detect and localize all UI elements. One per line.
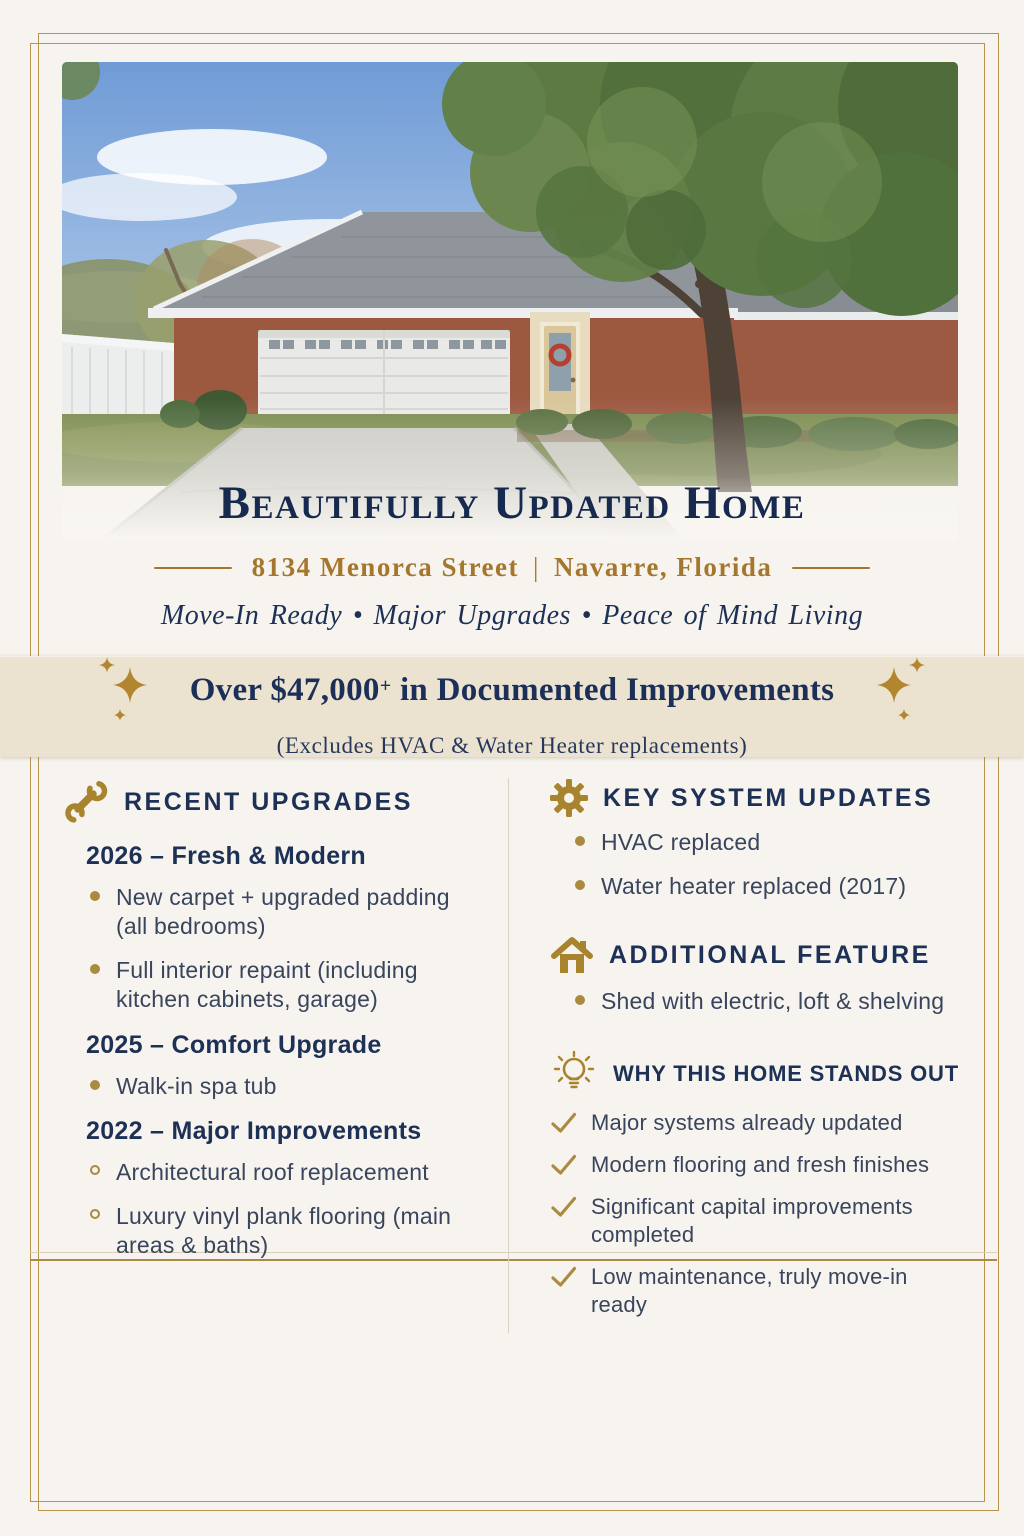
key-updates-column [509,778,962,1333]
bullet-icon [575,995,585,1005]
checkmark-icon [551,1266,577,1288]
sparkles-icon [858,655,930,727]
why-stands-out-header [549,1049,962,1099]
address-right-rule [792,567,870,569]
banner-headline-row [94,655,931,727]
list-item [90,883,488,942]
list-item [90,1072,488,1101]
check-list-item [551,1151,962,1180]
tagline: Move-In Ready • Major Upgrades • Peace of Mind Living [160,600,864,631]
improvements-banner [0,656,1024,757]
item-text: Major systems already updated [591,1110,903,1136]
list-item [90,1158,488,1187]
page-title: Beautifully Updated Home [218,477,806,529]
house-photo [62,62,958,540]
banner-headline [190,672,835,709]
list-item [90,1202,488,1261]
upgrade-group-2026 [62,842,488,1015]
house-icon [549,935,595,977]
item-text: Full interior repaint (including kitchen cabinets, garage) [116,956,418,1013]
item-text: Low maintenance, truly move-in ready [591,1263,908,1318]
group-title: 2022 – Major Improvements [86,1117,422,1146]
group-title: 2026 – Fresh & Modern [86,842,367,870]
additional-feature-header [549,935,962,977]
banner-headline-amount: Over $47,000 [189,672,380,708]
item-text: New carpet + upgraded padding (all bedrooms) [116,884,450,940]
list-item [90,956,488,1015]
check-list-item [551,1109,962,1138]
lightbulb-icon [549,1049,599,1099]
address-row [0,552,1024,583]
bullet-icon [90,1209,100,1219]
recent-upgrades-title: RECENT UPGRADES [124,787,413,816]
house-photo-illustration [62,62,958,540]
sparkles-icon [94,655,166,727]
details-columns [62,778,962,1333]
bullet-icon [90,891,100,901]
address-separator: | [533,552,540,582]
upgrade-group-2022 [62,1117,488,1260]
address-text [252,552,773,583]
bullet-icon [90,964,100,974]
banner-headline-rest: in Documented Improvements [391,672,835,708]
recent-upgrades-column [62,778,509,1333]
checkmark-icon [551,1154,577,1176]
upgrade-group-2025 [62,1031,488,1101]
banner-headline-plus: + [379,675,392,697]
recent-upgrades-header [62,778,488,826]
check-list-item [551,1263,962,1320]
checkmark-icon [551,1112,577,1134]
item-text: Walk-in spa tub [116,1072,277,1099]
why-stands-out-title: WHY THIS HOME STANDS OUT [613,1061,959,1087]
item-text: Significant capital improvements completed [591,1193,913,1248]
item-text: Modern flooring and fresh finishes [591,1151,930,1177]
bullet-icon [90,1165,100,1175]
item-text: Water heater replaced (2017) [601,873,907,900]
address-street: 8134 Menorca Street [251,552,520,582]
list-item [575,987,962,1016]
list-item [575,872,962,901]
address-city: Navarre, Florida [553,552,773,582]
bullet-icon [575,836,585,846]
banner-subline: (Excludes HVAC & Water Heater replacements) [276,732,748,758]
item-text: Luxury vinyl plank flooring (main areas & baths) [116,1202,452,1259]
check-list-item [551,1193,962,1250]
group-title: 2025 – Comfort Upgrade [86,1030,382,1059]
item-text: Architectural roof replacement [116,1159,429,1186]
address-left-rule [154,567,232,569]
item-text: HVAC replaced [601,829,761,855]
gear-icon [549,778,589,818]
list-item [575,828,962,857]
checkmark-icon [551,1196,577,1218]
key-system-updates-title: KEY SYSTEM UPDATES [603,783,934,812]
bullet-icon [575,880,585,890]
additional-feature-title: ADDITIONAL FEATURE [609,941,931,970]
item-text: Shed with electric, loft & shelving [601,987,945,1014]
bullet-icon [90,1080,100,1090]
key-system-updates-header [549,778,962,818]
wrench-icon [62,778,110,826]
